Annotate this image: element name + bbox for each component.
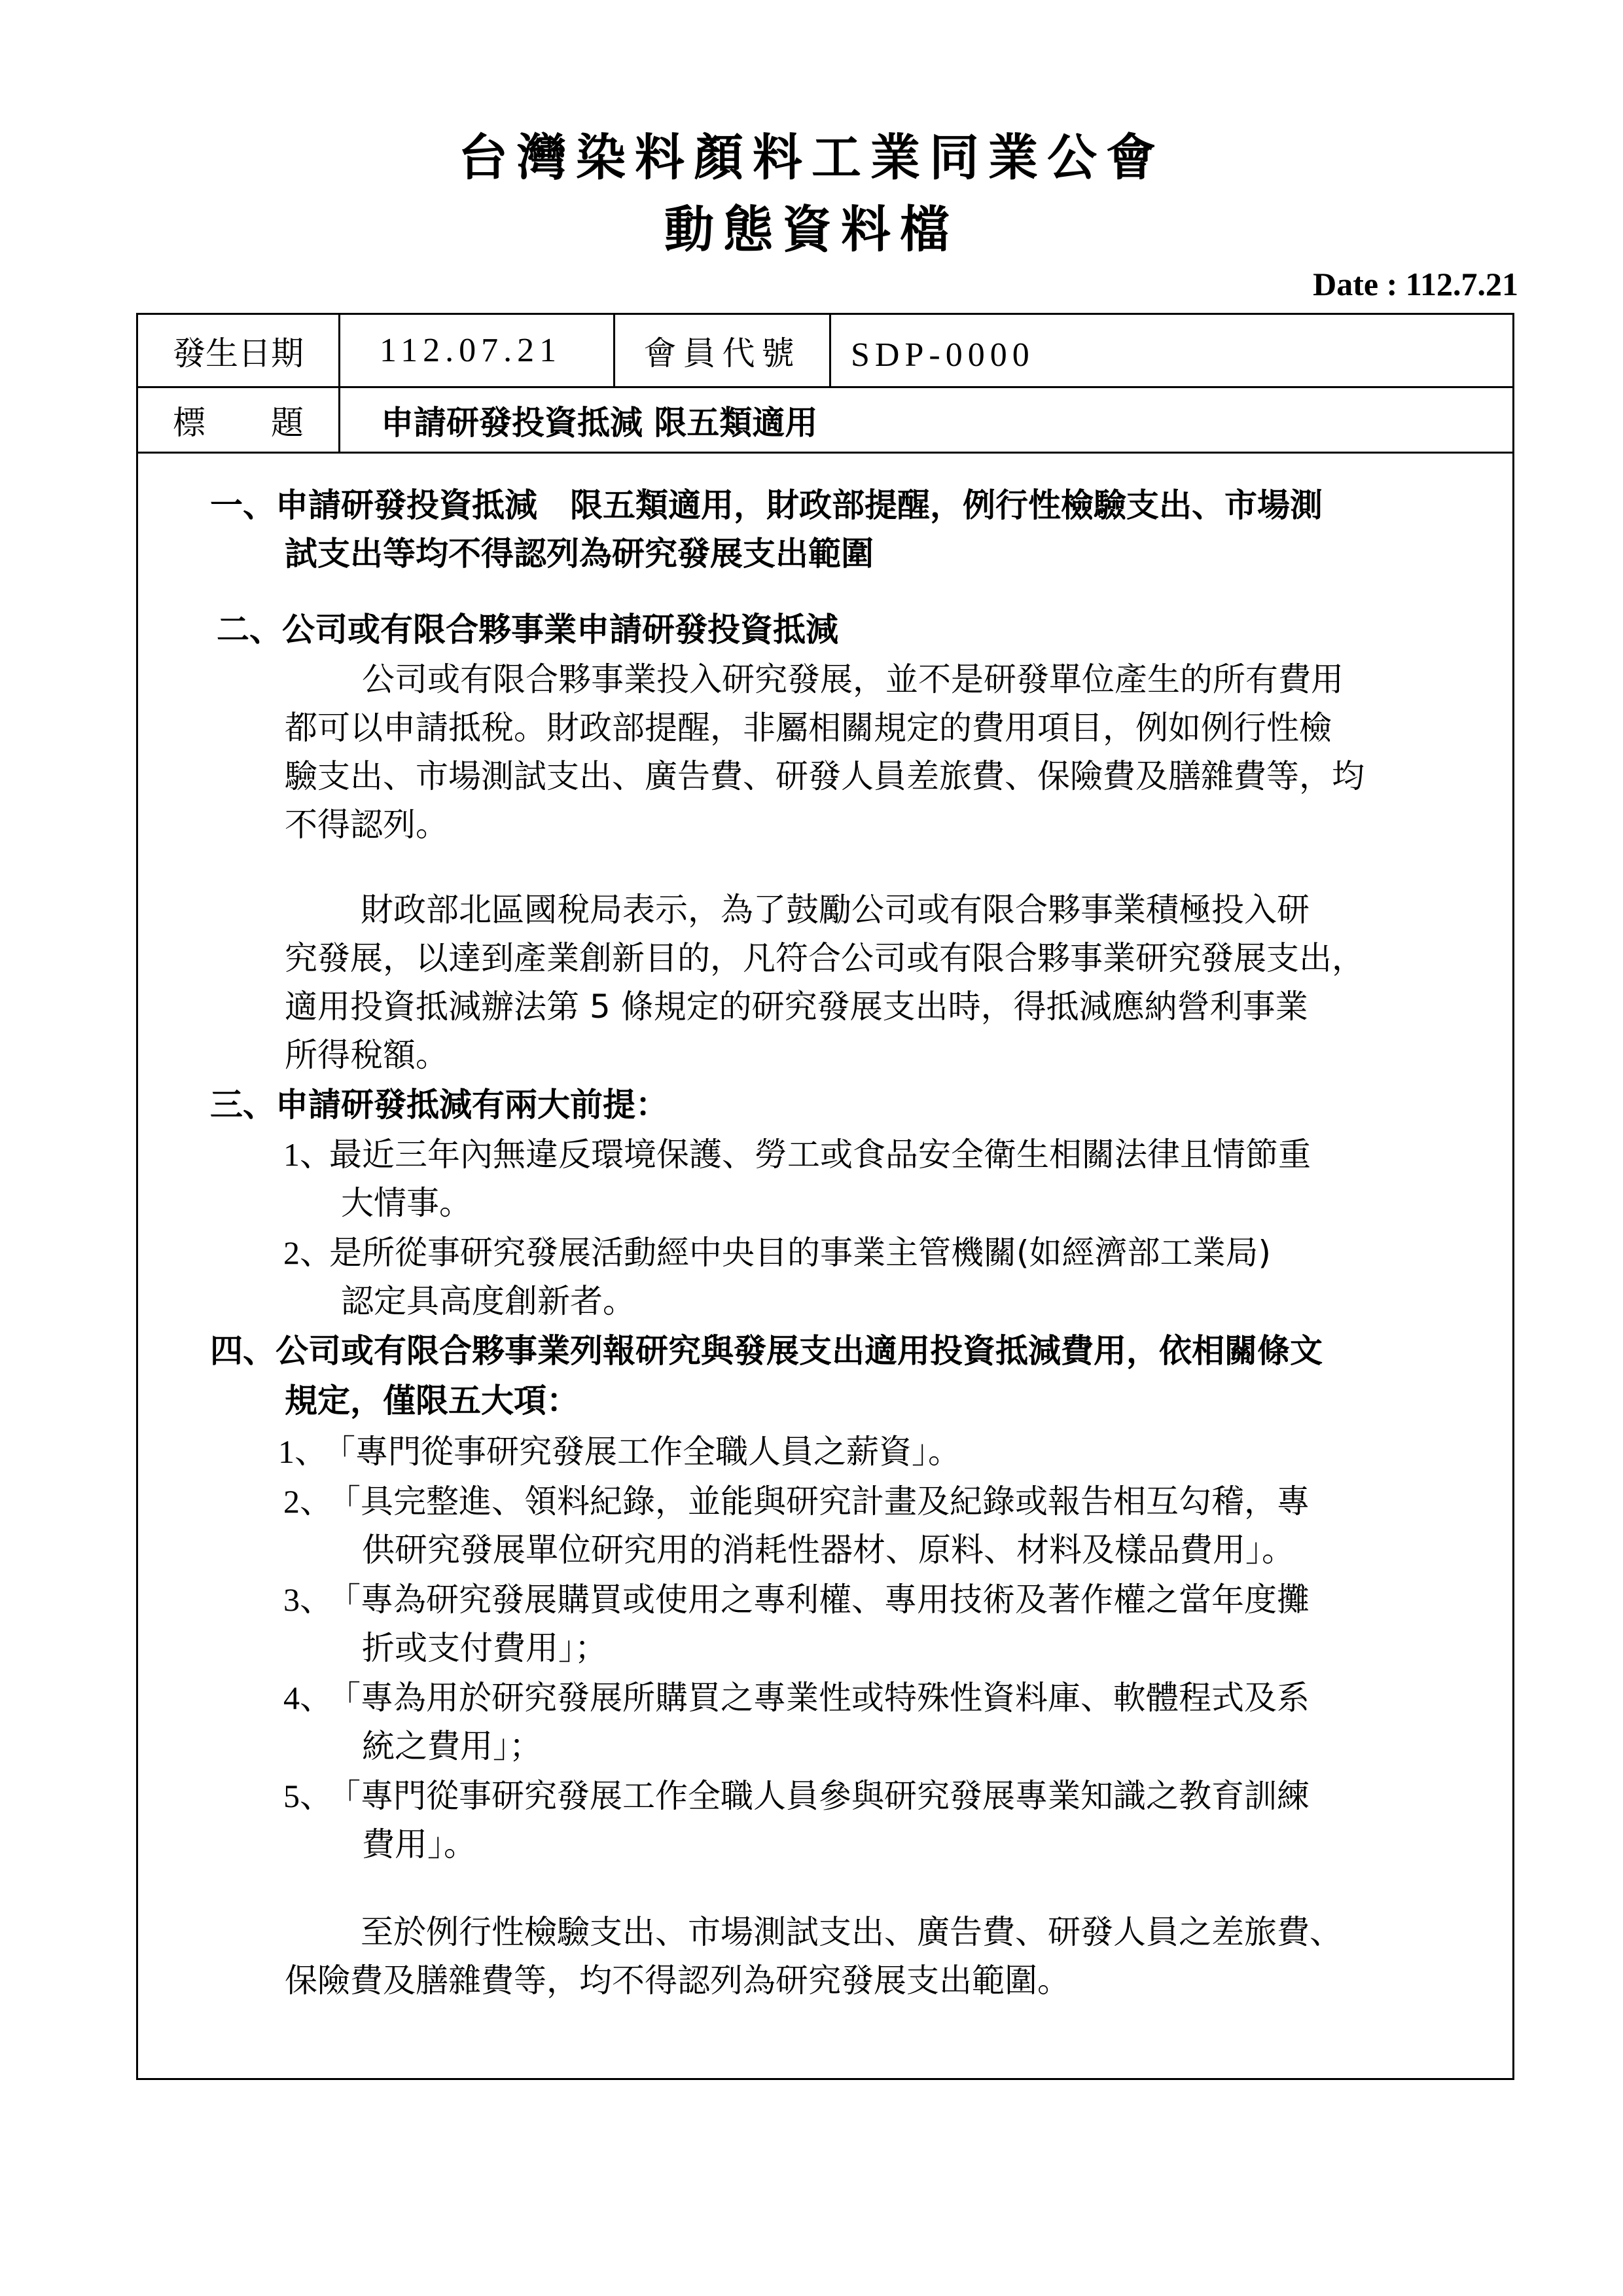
section-4-line-2: 規定，僅限五大項： — [285, 1382, 579, 1420]
section-1-line-1: 一、申請研發投資抵減 限五類適用，財政部提醒，例行性檢驗支出、市場測 — [210, 486, 1323, 524]
section-4-item-5-number: 5、 — [283, 1778, 332, 1814]
section-4-item-2-number: 2、 — [283, 1483, 332, 1520]
doc-title: 動態資料檔 — [664, 200, 959, 259]
section-3-item-2-line-2: 認定具高度創新者。 — [341, 1282, 635, 1320]
document-frame — [136, 313, 1514, 2080]
subject-row — [138, 388, 1512, 454]
closing-line-1: 至於例行性檢驗支出、市場測試支出、廣告費、研發人員之差旅費、 — [361, 1913, 1342, 1951]
section-2-p1-line-2: 都可以申請抵稅。財政部提醒，非屬相關規定的費用項目，例如例行性檢 — [285, 709, 1332, 747]
section-4-item-4-line-2: 統之費用」； — [362, 1727, 542, 1765]
section-4-item-2-line-1: 「具完整進、領料紀錄，並能與研究計畫及紀錄或報告相互勾稽，專 — [328, 1482, 1310, 1520]
section-4-item-3-number: 3、 — [283, 1581, 332, 1618]
section-2-p1-line-1: 公司或有限合夥事業投入研究發展，並不是研發單位產生的所有費用 — [362, 660, 1344, 698]
org-title: 台灣染料顏料工業同業公會 — [458, 128, 1165, 187]
section-4-item-3-line-2: 折或支付費用」； — [362, 1629, 607, 1667]
section-2-p1-line-3: 驗支出、市場測試支出、廣告費、研發人員差旅費、保險費及膳雜費等，均 — [285, 757, 1364, 795]
section-4-item-4-line-1: 「專為用於研究發展所購買之專業性或特殊性資料庫、軟體程式及系 — [328, 1679, 1310, 1717]
section-4-item-5-line-1: 「專門從事研究發展工作全職人員參與研究發展專業知識之教育訓練 — [328, 1777, 1310, 1815]
section-3-item-2-number: 2、 — [283, 1234, 332, 1271]
subject-value: 申請研發投資抵減 限五類適用 — [338, 388, 1516, 452]
section-3-item-1-line-2: 大情事。 — [341, 1184, 472, 1222]
section-3-item-1-number: 1、 — [283, 1136, 332, 1173]
member-value: SDP-0000 — [829, 315, 1516, 386]
date-value: 112.07.21 — [338, 315, 613, 386]
closing-line-2: 保險費及膳雜費等，均不得認列為研究發展支出範圍。 — [285, 1962, 1070, 2000]
section-3-item-1-line-1: 最近三年內無違反環境保護、勞工或食品安全衛生相關法律且情節重 — [329, 1136, 1311, 1174]
section-2-heading: 二、公司或有限合夥事業申請研發投資抵減 — [217, 611, 838, 649]
section-1-line-2: 試支出等均不得認列為研究發展支出範圍 — [285, 535, 874, 573]
section-4-line-1: 四、公司或有限合夥事業列報研究與發展支出適用投資抵減費用，依相關條文 — [210, 1332, 1323, 1370]
member-label: 會員代號 — [613, 315, 829, 386]
section-2-p1-line-4: 不得認列。 — [285, 806, 448, 844]
section-4-item-2-line-2: 供研究發展單位研究用的消耗性器材、原料、材料及樣品費用」。 — [362, 1531, 1294, 1569]
section-4-item-1-line-1: 「專門從事研究發展工作全職人員之薪資」。 — [323, 1433, 961, 1471]
section-4-item-1-number: 1、 — [278, 1433, 327, 1470]
section-4-item-3-line-1: 「專為研究發展購買或使用之專利權、專用技術及著作權之當年度攤 — [328, 1581, 1310, 1619]
date-label: 發生日期 — [173, 334, 304, 372]
subject-label: 標 題 — [173, 403, 304, 442]
section-2-p2-line-3: 適用投資抵減辦法第 5 條規定的研究發展支出時，得抵減應納營利事業 — [285, 988, 1308, 1026]
section-3-item-2-line-1: 是所從事研究發展活動經中央目的事業主管機關(如經濟部工業局) — [329, 1234, 1272, 1272]
section-4-item-4-number: 4、 — [283, 1679, 332, 1716]
section-2-p2-line-4: 所得稅額。 — [285, 1036, 448, 1074]
section-2-p2-line-2: 究發展，以達到產業創新目的，凡符合公司或有限合夥事業研究發展支出， — [285, 939, 1364, 977]
section-3-heading: 三、申請研發抵減有兩大前提： — [210, 1086, 668, 1124]
section-4-item-5-line-2: 費用」。 — [362, 1825, 476, 1863]
section-2-p2-line-1: 財政部北區國稅局表示，為了鼓勵公司或有限合夥事業積極投入研 — [361, 891, 1310, 929]
doc-date: Date : 112.7.21 — [1313, 266, 1518, 302]
info-row — [138, 315, 1512, 388]
